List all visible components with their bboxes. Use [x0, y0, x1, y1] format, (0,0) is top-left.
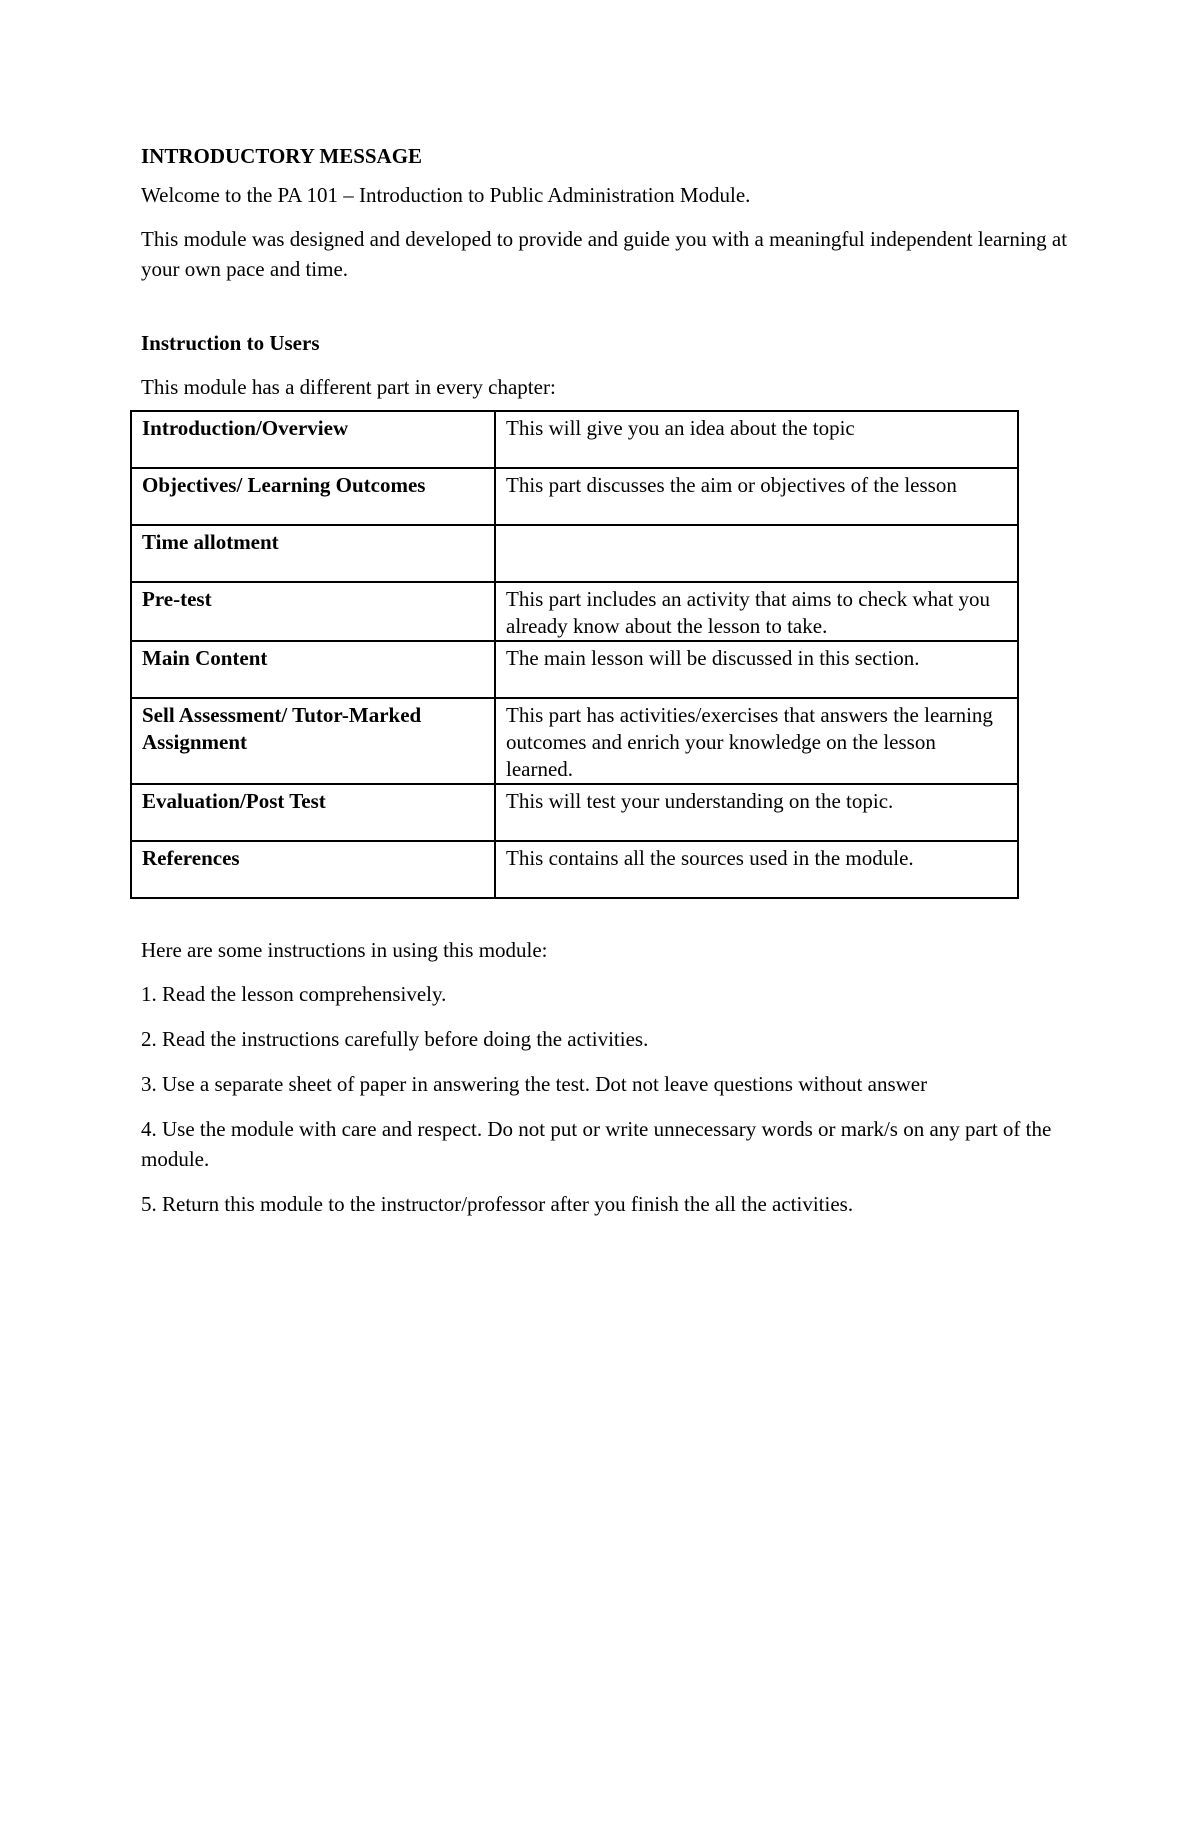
part-label: Time allotment	[131, 525, 495, 582]
part-label: Sell Assessment/ Tutor-Marked Assignment	[131, 698, 495, 784]
section-spacer	[141, 284, 1071, 328]
list-item: 1. Read the lesson comprehensively.	[141, 982, 447, 1006]
usage-list	[141, 979, 1071, 1219]
part-label: References	[131, 841, 495, 898]
part-label: Pre-test	[131, 582, 495, 641]
part-label: Objectives/ Learning Outcomes	[131, 468, 495, 525]
instruction-intro: This module has a different part in every chapter:	[141, 375, 556, 399]
part-description: This part has activities/exercises that answers the learning outcomes and enrich your knowledge on the lesson learned.	[495, 698, 1018, 784]
list-item: 5. Return this module to the instructor/professor after you finish the all the activities.	[141, 1192, 854, 1216]
part-description: This will give you an idea about the topic	[495, 411, 1018, 468]
table-row	[131, 468, 1018, 525]
table-row	[131, 411, 1018, 468]
table-row	[131, 525, 1018, 582]
part-description: This part discusses the aim or objectives of the lesson	[495, 468, 1018, 525]
module-parts-table	[130, 410, 1019, 899]
welcome-text: Welcome to the PA 101 – Introduction to Public Administration Module.	[141, 183, 751, 207]
page-heading: INTRODUCTORY MESSAGE	[141, 144, 423, 168]
part-label: Evaluation/Post Test	[131, 784, 495, 841]
table-row	[131, 841, 1018, 898]
list-item: 4. Use the module with care and respect. Do not put or write unnecessary words or mark/s on any part of the module.	[141, 1117, 1052, 1171]
list-item: 3. Use a separate sheet of paper in answering the test. Dot not leave questions without answer	[141, 1072, 928, 1096]
list-item: 2. Read the instructions carefully before doing the activities.	[141, 1027, 649, 1051]
purpose-text: This module was designed and developed to provide and guide you with a meaningful independent learning at your own pace and time.	[141, 227, 1068, 281]
part-description: This will test your understanding on the topic.	[495, 784, 1018, 841]
part-description: This part includes an activity that aims to check what you already know about the lesson to take.	[495, 582, 1018, 641]
table-row	[131, 582, 1018, 641]
table-row	[131, 641, 1018, 698]
usage-instructions	[141, 935, 1071, 1219]
table-row	[131, 698, 1018, 784]
part-description: This contains all the sources used in the module.	[495, 841, 1018, 898]
instruction-title: Instruction to Users	[141, 331, 320, 355]
part-label: Introduction/Overview	[131, 411, 495, 468]
table-row	[131, 784, 1018, 841]
part-description: The main lesson will be discussed in this section.	[495, 641, 1018, 698]
usage-intro: Here are some instructions in using this module:	[141, 938, 548, 962]
document-page	[141, 138, 1071, 1234]
part-description	[495, 525, 1018, 582]
part-label: Main Content	[131, 641, 495, 698]
